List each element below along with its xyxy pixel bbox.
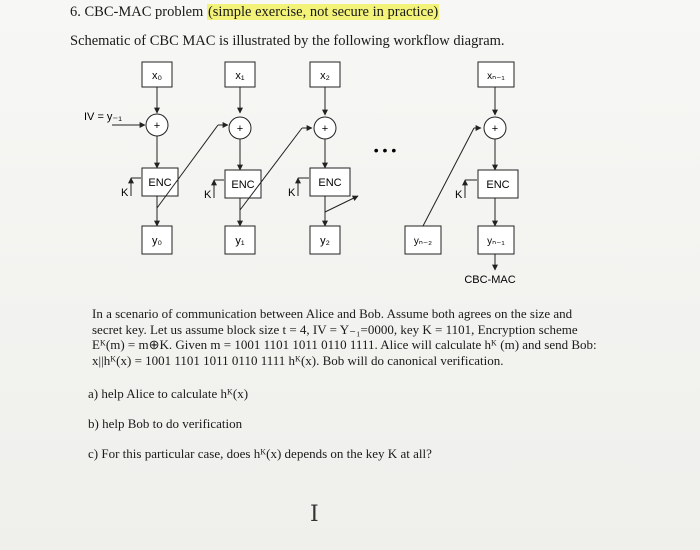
scenario-paragraph bbox=[92, 306, 632, 368]
question-b: b) help Bob to do verification bbox=[88, 416, 243, 431]
scenario-line-3: Eᴷ(m) = m⊕K. Given m = 1001 1101 1011 0110 1111. Alice will calculate hᴷ (m) and send Bob: bbox=[92, 337, 597, 352]
iv-label: IV = y₋₁ bbox=[84, 111, 122, 123]
enc-label-0: ENC bbox=[148, 177, 172, 189]
problem-number-title: 6. CBC-MAC problem bbox=[70, 4, 207, 20]
scenario-line-4: x||hᴷ(x) = 1001 1101 1011 0110 1111 hᴷ(x). Bob will do canonical verification. bbox=[92, 352, 504, 368]
xor-symbol-n-1: + bbox=[491, 123, 499, 135]
scenario-line-1: In a scenario of communication between Alice and Bob. Assume both agrees on the size and bbox=[92, 306, 573, 321]
key-label-0: K bbox=[121, 187, 129, 199]
input-label-x1: x₁ bbox=[235, 70, 245, 82]
ellipsis-dots: • • • bbox=[373, 142, 397, 158]
xor-symbol-2: + bbox=[321, 123, 329, 135]
input-label-x0: x₀ bbox=[151, 70, 163, 82]
input-label-xn-1: xₙ₋₁ bbox=[487, 71, 505, 82]
output-label-y0: y₀ bbox=[151, 235, 163, 247]
key-label-2: K bbox=[288, 187, 296, 199]
output-label-y1: y₁ bbox=[235, 235, 245, 247]
cbc-mac-label: CBC-MAC bbox=[464, 274, 516, 286]
enc-label-2: ENC bbox=[318, 177, 342, 189]
enc-label-1: ENC bbox=[231, 179, 255, 191]
text-cursor-icon: I bbox=[310, 502, 319, 527]
enc-label-n-1: ENC bbox=[486, 179, 510, 191]
question-a: a) help Alice to calculate hᴷ(x) bbox=[88, 386, 249, 401]
question-c: c) For this particular case, does hᴷ(x) depends on the key K at all? bbox=[88, 446, 432, 461]
key-label-n-1: K bbox=[455, 189, 463, 201]
xor-symbol-1: + bbox=[236, 123, 244, 135]
xor-symbol-0: + bbox=[153, 120, 161, 132]
output-label-yn-2: yₙ₋₂ bbox=[413, 236, 433, 247]
schematic-caption: Schematic of CBC MAC is illustrated by the following workflow diagram. bbox=[70, 33, 505, 49]
input-label-x2: x₂ bbox=[320, 70, 330, 82]
scenario-line-2: secret key. Let us assume block size t = 4, IV = Y₋₁=0000, key K = 1101, Encryption scheme bbox=[92, 321, 578, 337]
output-label-y2: y₂ bbox=[320, 235, 330, 247]
output-label-yn-1: yₙ₋₁ bbox=[487, 236, 505, 247]
problem-note-highlight: (simple exercise, not secure in practice) bbox=[207, 4, 439, 20]
key-label-1: K bbox=[204, 189, 212, 201]
